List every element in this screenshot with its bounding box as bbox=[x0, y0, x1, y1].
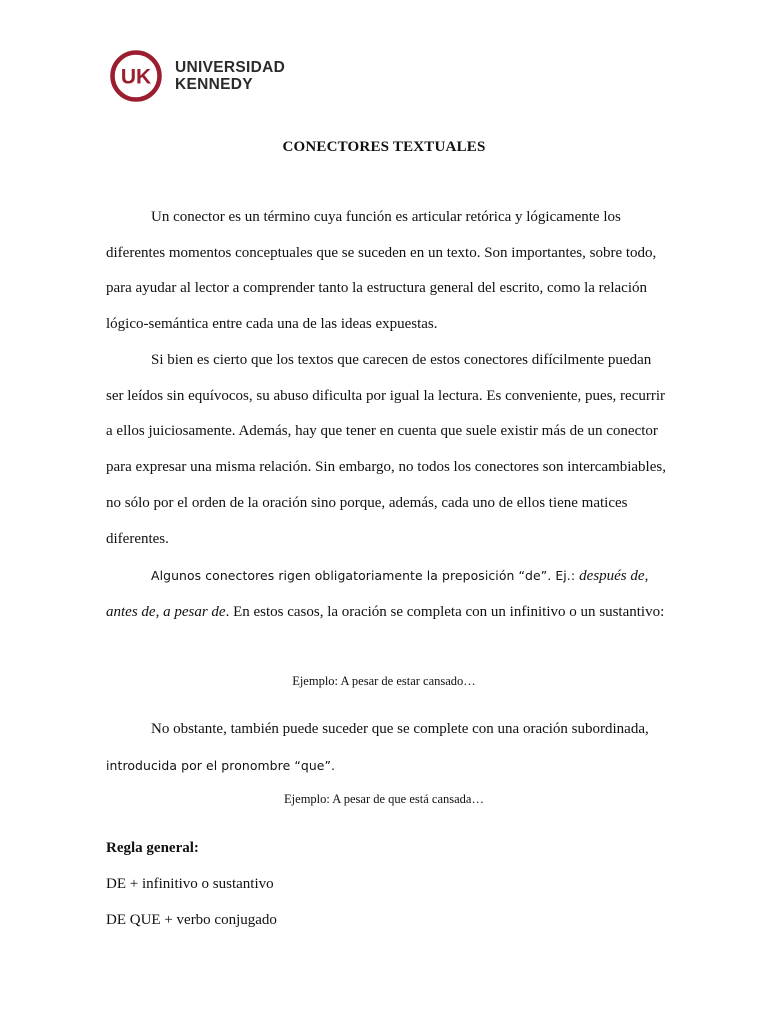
logo-line-2: KENNEDY bbox=[175, 76, 253, 93]
uk-logo-icon bbox=[110, 50, 162, 102]
paragraph-4-text-2: introducida por el pronombre “que”. bbox=[106, 757, 336, 773]
paragraph-2 bbox=[106, 343, 666, 557]
example-despues-de: después de bbox=[579, 568, 645, 584]
example-1: Ejemplo: A pesar de estar cansado… bbox=[292, 674, 476, 688]
example-2: Ejemplo: A pesar de que está cansada… bbox=[284, 792, 484, 806]
rule-line-2: DE QUE + verbo conjugado bbox=[106, 912, 277, 928]
paragraph-1 bbox=[106, 200, 666, 343]
example-antes-de: antes de bbox=[106, 603, 156, 620]
rule-heading: Regla general: bbox=[106, 840, 199, 856]
paragraph-3: Algunos conectores rigen obligatoriamente la preposición “de”. Ej.: después de, antes de, a pesar de. En estos casos, la oración se completa con un infinitivo o un sustantivo: bbox=[106, 568, 665, 620]
paragraph-2-text: Si bien es cierto que los textos que carecen de estos conectores difícilmente puedan ser leídos sin equívocos, su abuso dificulta por igual la lectura. Es conveniente, pues, recurrir a ellos juiciosamente. Además, hay que tener en cuenta que suele existir más de un conector para expresar una misma relación. Sin embargo, no todos los conectores son intercambiables, no sólo por el orden de la oración sino porque, además, cada uno de ellos tiene matices diferentes. bbox=[106, 352, 666, 547]
paragraph-4-text: No obstante, también puede suceder que se complete con una oración subordinada, bbox=[151, 721, 649, 737]
paragraph-1-text: Un conector es un término cuya función es articular retórica y lógicamente los diferentes momentos conceptuales que se suceden en un texto. Son importantes, sobre todo, para ayudar al lector a comprender tanto la estructura general del escrito, como la relación lógico-semántica entre cada una de las ideas expuestas. bbox=[106, 209, 657, 333]
document-title: CONECTORES TEXTUALES bbox=[282, 139, 486, 155]
paragraph-3-lead: Algunos conectores rigen obligatoriamente la preposición “de”. Ej.: bbox=[151, 568, 580, 583]
rule-line-1: DE + infinitivo o sustantivo bbox=[106, 876, 274, 892]
example-a-pesar-de: a pesar de bbox=[163, 603, 226, 620]
paragraph-3-rest: . En estos casos, la oración se completa con un infinitivo o un sustantivo: bbox=[225, 603, 665, 620]
logo-wordmark bbox=[175, 59, 285, 93]
university-logo bbox=[110, 50, 285, 102]
logo-line-1: UNIVERSIDAD bbox=[175, 59, 286, 76]
logo-initials: UK bbox=[120, 65, 152, 89]
paragraph-4 bbox=[106, 712, 666, 784]
